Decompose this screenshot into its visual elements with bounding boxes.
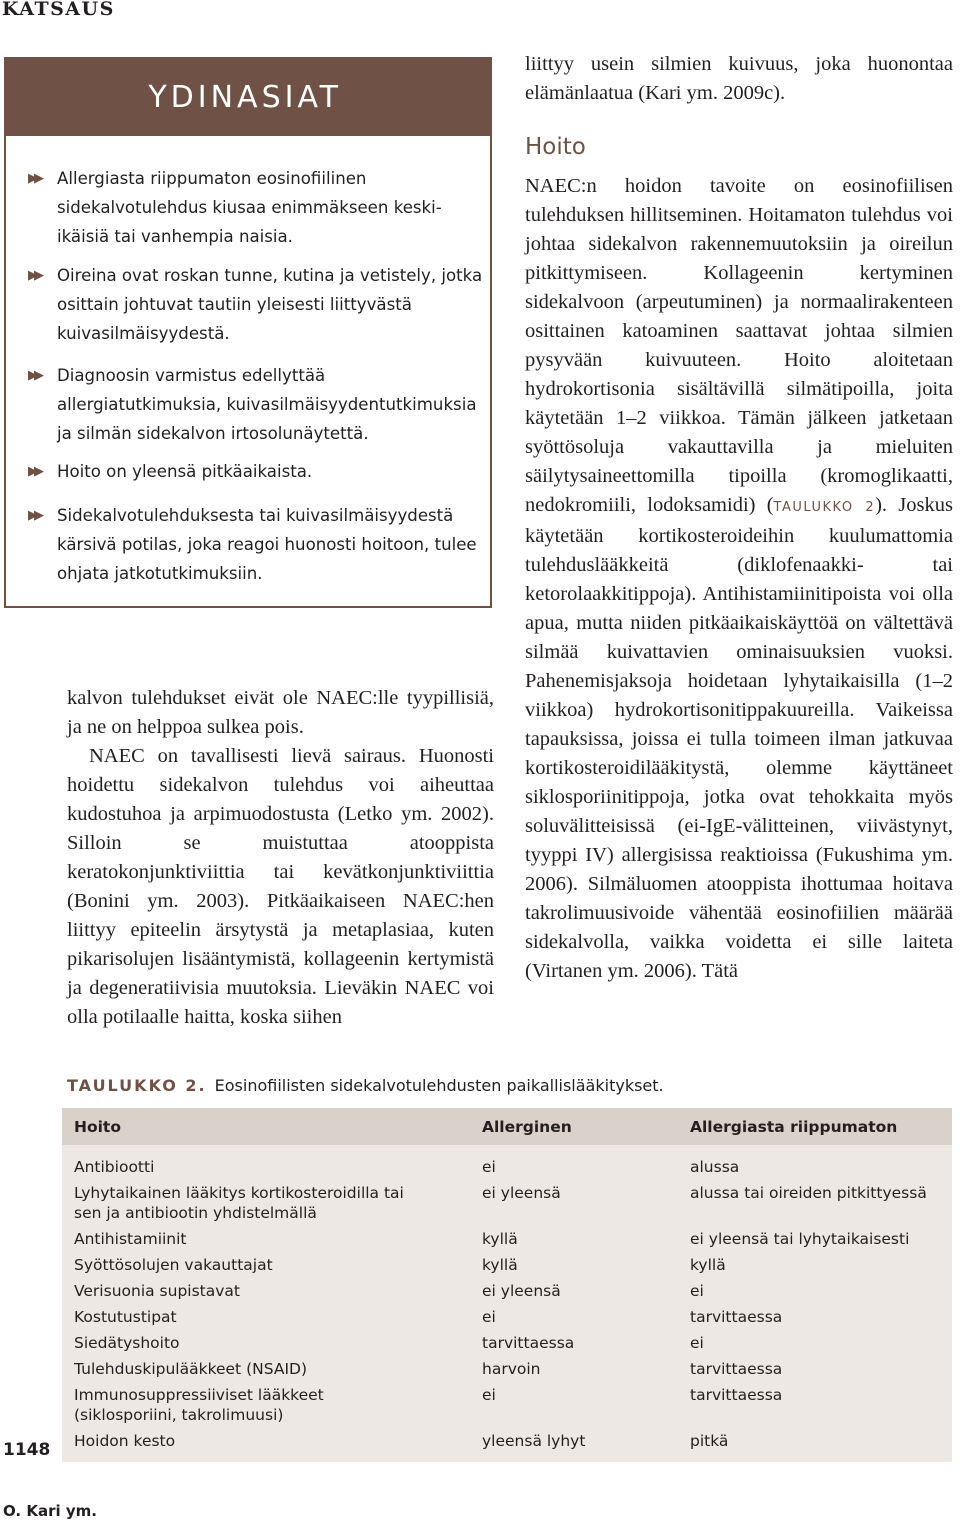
table-cell: Syöttösolujen vakauttajat [74,1256,273,1274]
column-header: Allerginen [470,1108,678,1145]
table-row [62,1356,952,1382]
key-point: ▶▶ Sidekalvotulehduksesta tai kuivasilmäisyydestä kärsivä potilas, joka reagoi huonosti hoitoon, tulee ohjata jatkotutkimuksiin. [28,501,484,588]
key-point: ▶▶ Oireina ovat roskan tunne, kutina ja vetistely, jotka osittain johtuvat tautiin yleisesti liittyvästä kuivasilmäisyydestä. [28,261,484,348]
table-cell: ei yleensä [482,1184,561,1202]
table-cell: Tulehduskipulääkkeet (NSAID) [74,1360,307,1378]
paragraph: kalvon tulehdukset eivät ole NAEC:lle tyypillisiä, ja ne on helppoa sulkea pois. [67,687,494,738]
paragraph: liittyy usein silmien kuivuus, joka huonontaa elämänlaatua (Kari ym. 2009c). [525,53,953,104]
table-cell: tarvittaessa [690,1308,783,1326]
column-header: Hoito [62,1108,470,1145]
table-reference-link[interactable]: TAULUKKO 2 [773,500,876,515]
table-cell: Antibiootti [74,1158,155,1176]
section-label: KATSAUS [2,0,115,20]
double-arrow-icon: ▶▶ [28,508,40,523]
table-row [62,1226,952,1252]
table-row [62,1304,952,1330]
table-cell: Kostutustipat [74,1308,177,1326]
table-cell: ei [482,1308,496,1326]
table-cell: kyllä [690,1256,726,1274]
table-cell: ei yleensä tai lyhytaikaisesti [690,1230,910,1248]
medication-table [62,1108,952,1462]
table-row [62,1382,952,1428]
table [62,1108,952,1454]
page-number: 1148 [3,1440,51,1460]
table-row [62,1145,952,1180]
key-points-title: YDINASIAT [6,59,490,136]
table-row [62,1428,952,1454]
table-cell: alussa [690,1158,740,1176]
table-cell: Hoidon kesto [74,1432,176,1450]
double-arrow-icon: ▶▶ [28,171,40,186]
key-point: ▶▶ Hoito on yleensä pitkäaikaista. [28,457,484,486]
table-cell: Verisuonia supistavat [74,1282,240,1300]
table-cell: ei [690,1334,704,1352]
key-point: ▶▶ Allergiasta riippumaton eosinofiilinen sidekalvotulehdus kiusaa enimmäkseen keski-ikäisiä tai vanhempia naisia. [28,164,484,251]
table-cell: ei [482,1386,496,1404]
paragraph: NAEC on tavallisesti lievä sairaus. Huonosti hoidettu sidekalvon tulehdus voi aiheuttaa kudostuhoa ja arpimuodostusta (Letko ym. 2002). Silloin se muistuttaa atooppista keratokonjunktiviittia tai kevätkonjunktiviittia (Bonini ym. 2003). Pitkäaikaiseen NAEC:hen liittyy epiteelin ärsytystä ja metaplasiaa, kuten pikarisolujen lisääntymistä, kollageenin kertymistä ja degeneratiivisia muutoksia. Lieväkin NAEC voi olla potilaalle haitta, koska siihen [67,745,494,1028]
table-label: TAULUKKO 2. [67,1076,207,1095]
table-cell: ei [482,1158,496,1176]
double-arrow-icon: ▶▶ [28,268,40,283]
table-cell: Immunosuppressiiviset lääkkeet (siklosporiini, takrolimuusi) [74,1386,324,1424]
double-arrow-icon: ▶▶ [28,368,40,383]
table-cell: Siedätyshoito [74,1334,180,1352]
table-cell: yleensä lyhyt [482,1432,586,1450]
key-point: ▶▶ Diagnoosin varmistus edellyttää allergiatutkimuksia, kuivasilmäisyydentutkimuksia ja silmän sidekalvon irtosolunäytettä. [28,361,484,448]
paragraph: NAEC:n hoidon tavoite on eosinofiilisen tulehduksen hillitseminen. Hoitamaton tulehdus voi johtaa sidekalvon rakennemuutoksiin ja oireilun pitkittymiseen. Kollageenin kertyminen sidekalvoon (arpeutuminen) ja normaalirakenteen osittainen katoaminen saattavat johtaa silmien pysyvään kuivuuteen. Hoito aloitetaan hydrokortisonia sisältävillä silmätipoilla, joita käytetään 1–2 viikkoa. Tämän jälkeen jatketaan syöttösoluja vakauttavilla ja mieluiten säilytysaineettomilla tipoilla (kromoglikaatti, nedokromiili, lodoksamidi) (TAULUKKO 2). Joskus käytetään kortikosteroideihin kuulumattomia tulehduslääkkeitä (diklofenaakki- tai ketorolaakkitippoja). Antihistamiinitipoista voi olla apua, mutta niiden pitkäaikaiskäyttöä on vältettävä silmää kuivattavien ominaisuuksien vuoksi. Pahenemisjaksoja hoidetaan lyhytaikaisilla (1–2 viikkoa) hydrokortisonitippakuureilla. Vaikeissa tapauksissa, joissa ei tulla toimeen ilman jatkuvaa kortikosteroidilääkitystä, olemme käyttäneet siklosporiinitippoja, jotka ovat tehokkaita myös soluvälitteisissä (ei-IgE-välitteinen, viivästynyt, tyyppi IV) allergisissa reaktioissa (Fukushima ym. 2006). Silmäluomen atooppista ihottumaa hoitava takrolimuusivoide vähentää eosinofiilien määrää sidekalvolla, vaikka voidetta ei sille laiteta (Virtanen ym. 2006). Tätä [525,175,953,982]
table-cell: tarvittaessa [690,1386,783,1404]
left-column [67,684,494,1032]
table-cell: kyllä [482,1230,518,1248]
table-cell: alussa tai oireiden pitkittyessä [690,1184,927,1202]
right-column [525,50,953,986]
table-cell: ei yleensä [482,1282,561,1300]
key-points-box [4,57,492,608]
table-row [62,1180,952,1226]
table-cell: kyllä [482,1256,518,1274]
column-header: Allergiasta riippumaton [678,1108,952,1145]
author-footer: O. Kari ym. [3,1502,97,1520]
table-row [62,1252,952,1278]
table-cell: harvoin [482,1360,541,1378]
double-arrow-icon: ▶▶ [28,464,40,479]
table-row [62,1330,952,1356]
table-cell: pitkä [690,1432,729,1450]
table-cell: ei [690,1282,704,1300]
table-cell: Antihistamiinit [74,1230,187,1248]
table-cell: tarvittaessa [482,1334,575,1352]
table-row [62,1278,952,1304]
table-cell: tarvittaessa [690,1360,783,1378]
table-cell: Lyhytaikainen lääkitys kortikosteroidilla tai sen ja antibiootin yhdistelmällä [74,1184,404,1222]
section-heading: Hoito [525,134,586,160]
table-title: Eosinofiilisten sidekalvotulehdusten paikallislääkitykset. [214,1076,664,1095]
table-caption [67,1076,664,1095]
table-header-row [62,1108,952,1145]
